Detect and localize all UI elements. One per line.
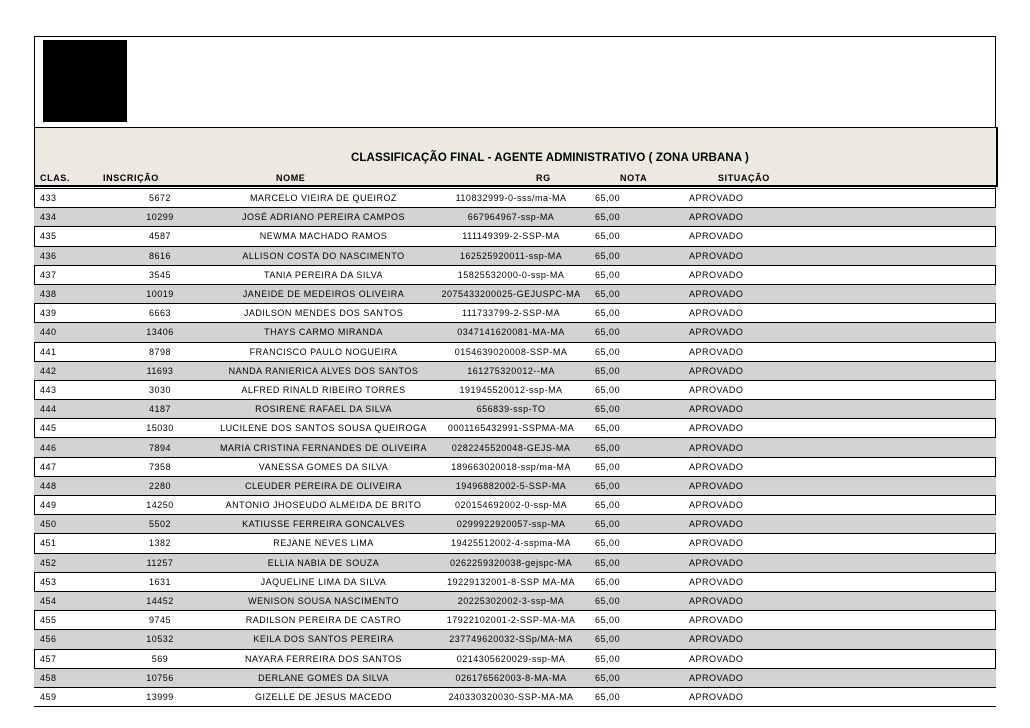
cell-inscricao: 4187 [100,400,220,419]
col-header-inscricao: INSCRIÇÃO [103,173,159,183]
cell-nome: JANEIDE DE MEDEIROS OLIVEIRA [220,284,427,303]
cell-situacao: APROVADO [655,438,996,457]
cell-clas: 437 [34,265,100,284]
cell-rg: 656839-ssp-TO [427,400,595,419]
cell-situacao: APROVADO [655,630,996,649]
cell-nome: VANESSA GOMES DA SILVA [220,457,427,476]
cell-situacao: APROVADO [655,208,996,227]
cell-situacao: APROVADO [655,476,996,495]
cell-rg: 0299922920057-ssp-MA [427,515,595,534]
cell-inscricao: 5672 [100,189,220,208]
cell-situacao: APROVADO [655,304,996,323]
cell-situacao: APROVADO [655,534,996,553]
cell-situacao: APROVADO [655,380,996,399]
cell-nome: MARIA CRISTINA FERNANDES DE OLIVEIRA [220,438,427,457]
cell-nome: DERLANE GOMES DA SILVA [220,668,427,687]
cell-nome: JADILSON MENDES DOS SANTOS [220,304,427,323]
cell-nome: RADILSON PEREIRA DE CASTRO [220,611,427,630]
cell-rg: 020154692002-0-ssp-MA [427,496,595,515]
table-row [34,323,996,342]
logo-image [43,40,127,122]
cell-rg: 162525920011-ssp-MA [427,246,595,265]
cell-clas: 435 [34,227,100,246]
col-header-situacao: SITUAÇÃO [718,173,770,183]
table-row [34,687,996,706]
cell-clas: 449 [34,496,100,515]
cell-situacao: APROVADO [655,572,996,591]
cell-inscricao: 5502 [100,515,220,534]
cell-inscricao: 7894 [100,438,220,457]
cell-inscricao: 569 [100,649,220,668]
cell-clas: 441 [34,342,100,361]
cell-nota: 65,00 [595,515,655,534]
cell-inscricao: 11693 [100,361,220,380]
table-row [34,227,996,246]
cell-nota: 65,00 [595,419,655,438]
table-row [34,553,996,572]
cell-clas: 450 [34,515,100,534]
cell-clas: 439 [34,304,100,323]
cell-inscricao: 10532 [100,630,220,649]
cell-rg: 0001165432991-SSPMA-MA [427,419,595,438]
cell-inscricao: 8616 [100,246,220,265]
cell-inscricao: 10756 [100,668,220,687]
cell-clas: 452 [34,553,100,572]
cell-clas: 438 [34,284,100,303]
cell-nome: JOSÉ ADRIANO PEREIRA CAMPOS [220,208,427,227]
cell-clas: 454 [34,591,100,610]
cell-nota: 65,00 [595,323,655,342]
col-header-nome: NOME [276,173,306,183]
cell-situacao: APROVADO [655,649,996,668]
cell-rg: 111149399-2-SSP-MA [427,227,595,246]
cell-rg: 15825532000-0-ssp-MA [427,265,595,284]
table-row [34,496,996,515]
cell-nome: LUCILENE DOS SANTOS SOUSA QUEIROGA [220,419,427,438]
cell-clas: 455 [34,611,100,630]
cell-rg: 110832999-0-sss/ma-MA [427,189,595,208]
cell-nota: 65,00 [595,572,655,591]
cell-situacao: APROVADO [655,189,996,208]
cell-rg: 20225302002-3-ssp-MA [427,591,595,610]
cell-rg: 667964967-ssp-MA [427,208,595,227]
cell-nota: 65,00 [595,380,655,399]
table-row [34,476,996,495]
cell-nota: 65,00 [595,553,655,572]
cell-inscricao: 4587 [100,227,220,246]
table-row [34,668,996,687]
cell-inscricao: 3030 [100,380,220,399]
table-row [34,611,996,630]
cell-nota: 65,00 [595,630,655,649]
cell-nota: 65,00 [595,284,655,303]
cell-clas: 459 [34,687,100,706]
cell-rg: 2075433200025-GEJUSPC-MA [427,284,595,303]
cell-nota: 65,00 [595,227,655,246]
cell-clas: 433 [34,189,100,208]
cell-rg: 0154639020008-SSP-MA [427,342,595,361]
cell-nome: THAYS CARMO MIRANDA [220,323,427,342]
cell-rg: 240330320030-SSP-MA-MA [427,687,595,706]
table-row [34,515,996,534]
cell-nome: JAQUELINE LIMA DA SILVA [220,572,427,591]
cell-inscricao: 2280 [100,476,220,495]
cell-nota: 65,00 [595,668,655,687]
cell-nota: 65,00 [595,246,655,265]
cell-nome: TANIA PEREIRA DA SILVA [220,265,427,284]
cell-inscricao: 10299 [100,208,220,227]
table-row [34,630,996,649]
cell-rg: 19496882002-5-SSP-MA [427,476,595,495]
cell-situacao: APROVADO [655,515,996,534]
cell-nota: 65,00 [595,496,655,515]
cell-situacao: APROVADO [655,687,996,706]
cell-rg: 0347141620081-MA-MA [427,323,595,342]
cell-nota: 65,00 [595,534,655,553]
cell-clas: 436 [34,246,100,265]
cell-inscricao: 3545 [100,265,220,284]
cell-clas: 456 [34,630,100,649]
cell-situacao: APROVADO [655,284,996,303]
cell-clas: 440 [34,323,100,342]
cell-clas: 434 [34,208,100,227]
cell-nome: MARCELO VIEIRA DE QUEIROZ [220,189,427,208]
cell-nota: 65,00 [595,457,655,476]
cell-nota: 65,00 [595,687,655,706]
cell-rg: 191945520012-ssp-MA [427,380,595,399]
cell-nome: ELLIA NABIA DE SOUZA [220,553,427,572]
cell-clas: 451 [34,534,100,553]
cell-rg: 0262259320038-gejspc-MA [427,553,595,572]
cell-situacao: APROVADO [655,246,996,265]
cell-situacao: APROVADO [655,611,996,630]
cell-clas: 446 [34,438,100,457]
cell-rg: 237749620032-SSp/MA-MA [427,630,595,649]
cell-nota: 65,00 [595,265,655,284]
cell-nota: 65,00 [595,304,655,323]
document-title: CLASSIFICAÇÃO FINAL - AGENTE ADMINISTRATIVO ( ZONA URBANA ) [351,152,749,164]
cell-rg: 161275320012--MA [427,361,595,380]
cell-situacao: APROVADO [655,496,996,515]
cell-inscricao: 13406 [100,323,220,342]
table-row [34,591,996,610]
cell-clas: 448 [34,476,100,495]
cell-situacao: APROVADO [655,553,996,572]
cell-clas: 457 [34,649,100,668]
cell-inscricao: 15030 [100,419,220,438]
cell-nome: NANDA RANIERICA ALVES DOS SANTOS [220,361,427,380]
cell-clas: 444 [34,400,100,419]
cell-inscricao: 8798 [100,342,220,361]
table-row [34,189,996,208]
cell-nota: 65,00 [595,476,655,495]
cell-nota: 65,00 [595,208,655,227]
cell-nota: 65,00 [595,591,655,610]
col-header-clas: CLAS. [40,173,70,183]
cell-inscricao: 1382 [100,534,220,553]
cell-inscricao: 6663 [100,304,220,323]
cell-nome: ROSIRENE RAFAEL DA SILVA [220,400,427,419]
cell-nota: 65,00 [595,189,655,208]
cell-nota: 65,00 [595,361,655,380]
cell-nome: CLEUDER PEREIRA DE OLIVEIRA [220,476,427,495]
table-row [34,265,996,284]
col-header-nota: NOTA [620,173,648,183]
cell-inscricao: 11257 [100,553,220,572]
cell-situacao: APROVADO [655,361,996,380]
cell-rg: 17922102001-2-SSP-MA-MA [427,611,595,630]
cell-inscricao: 14452 [100,591,220,610]
cell-clas: 443 [34,380,100,399]
cell-rg: 19425512002-4-sspma-MA [427,534,595,553]
cell-inscricao: 14250 [100,496,220,515]
table-row [34,419,996,438]
cell-rg: 0214305620029-ssp-MA [427,649,595,668]
cell-nome: WENISON SOUSA NASCIMENTO [220,591,427,610]
cell-clas: 458 [34,668,100,687]
table-row [34,457,996,476]
table-row [34,284,996,303]
cell-situacao: APROVADO [655,323,996,342]
table-row [34,380,996,399]
cell-inscricao: 13999 [100,687,220,706]
cell-inscricao: 1631 [100,572,220,591]
table-row [34,342,996,361]
cell-clas: 453 [34,572,100,591]
cell-nome: ANTONIO JHOSEUDO ALMEIDA DE BRITO [220,496,427,515]
cell-nome: ALLISON COSTA DO NASCIMENTO [220,246,427,265]
cell-nome: ALFRED RINALD RIBEIRO TORRES [220,380,427,399]
cell-nome: KATIUSSE FERREIRA GONCALVES [220,515,427,534]
cell-nome: REJANE NEVES LIMA [220,534,427,553]
cell-inscricao: 7358 [100,457,220,476]
table-row [34,534,996,553]
cell-rg: 0282245520048-GEJS-MA [427,438,595,457]
table-row [34,361,996,380]
cell-nota: 65,00 [595,342,655,361]
table-row [34,304,996,323]
cell-inscricao: 10019 [100,284,220,303]
table-row [34,438,996,457]
cell-situacao: APROVADO [655,668,996,687]
cell-situacao: APROVADO [655,342,996,361]
table-row [34,208,996,227]
cell-rg: 026176562003-8-MA-MA [427,668,595,687]
cell-nota: 65,00 [595,438,655,457]
cell-nota: 65,00 [595,649,655,668]
cell-nome: NAYARA FERREIRA DOS SANTOS [220,649,427,668]
cell-situacao: APROVADO [655,265,996,284]
cell-nome: KEILA DOS SANTOS PEREIRA [220,630,427,649]
cell-rg: 111733799-2-SSP-MA [427,304,595,323]
cell-nome: NEWMA MACHADO RAMOS [220,227,427,246]
cell-clas: 442 [34,361,100,380]
cell-situacao: APROVADO [655,400,996,419]
cell-situacao: APROVADO [655,457,996,476]
cell-nome: FRANCISCO PAULO NOGUEIRA [220,342,427,361]
cell-clas: 445 [34,419,100,438]
results-table [34,188,996,707]
col-header-rg: RG [536,173,551,183]
cell-situacao: APROVADO [655,419,996,438]
table-row [34,400,996,419]
cell-inscricao: 9745 [100,611,220,630]
table-row [34,572,996,591]
cell-rg: 19229132001-8-SSP MA-MA [427,572,595,591]
cell-rg: 189663020018-ssp/ma-MA [427,457,595,476]
cell-situacao: APROVADO [655,591,996,610]
cell-situacao: APROVADO [655,227,996,246]
table-row [34,649,996,668]
table-row [34,246,996,265]
cell-nome: GIZELLE DE JESUS MACEDO [220,687,427,706]
cell-nota: 65,00 [595,611,655,630]
cell-clas: 447 [34,457,100,476]
cell-nota: 65,00 [595,400,655,419]
